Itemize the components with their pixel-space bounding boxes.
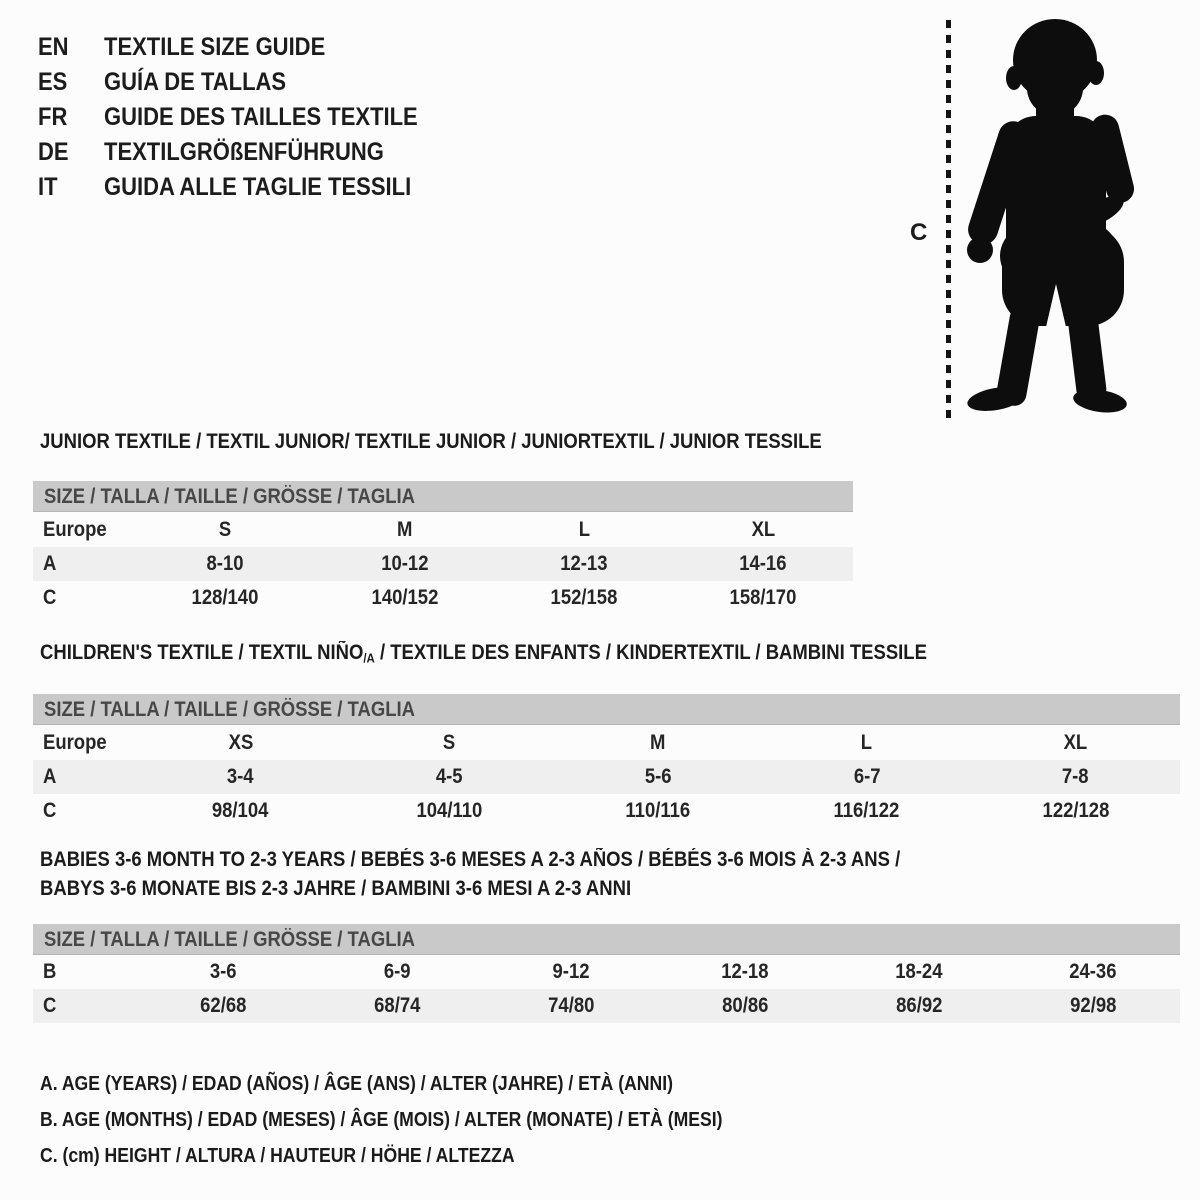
table-cell: 24-36	[1069, 960, 1117, 983]
children-size-header-bar: SIZE / TALLA / TAILLE / GRÖSSE / TAGLIA	[33, 694, 1180, 725]
height-measure-label: C	[910, 219, 928, 246]
children-size-l: L	[861, 730, 873, 754]
row-label: C	[43, 994, 57, 1017]
junior-size-s: S	[219, 517, 232, 541]
children-height-row	[33, 794, 1180, 828]
table-cell: 12-18	[721, 960, 769, 983]
lang-code-es: ES	[38, 68, 68, 96]
legend-line-a: A. AGE (YEARS) / EDAD (AÑOS) / ÂGE (ANS) / ALTER (JAHRE) / ETÀ (ANNI)	[40, 1073, 673, 1095]
lang-title-fr: GUIDE DES TAILLES TEXTILE	[104, 103, 418, 131]
children-size-m: M	[650, 730, 666, 754]
lang-row-it	[38, 170, 461, 205]
table-cell: 3-4	[227, 765, 254, 789]
table-cell: 152/158	[550, 586, 618, 609]
lang-row-es	[38, 65, 461, 100]
lang-title-en: TEXTILE SIZE GUIDE	[104, 33, 326, 61]
children-region-header: Europe	[43, 730, 107, 754]
section-babies-textile	[33, 845, 1180, 1023]
table-cell: 116/122	[833, 799, 900, 823]
toddler-silhouette-image	[962, 16, 1140, 420]
lang-code-fr: FR	[38, 103, 68, 131]
table-cell: 62/68	[200, 994, 247, 1017]
table-cell: 7-8	[1062, 765, 1089, 789]
lang-code-en: EN	[38, 33, 69, 61]
row-label: C	[43, 586, 57, 609]
junior-size-xl: XL	[751, 517, 776, 541]
height-dashed-line	[946, 20, 951, 418]
measurement-legend	[40, 1066, 816, 1174]
junior-size-table	[33, 512, 853, 615]
table-cell: 158/170	[729, 586, 797, 609]
table-cell: 6-9	[383, 960, 411, 983]
junior-size-header-bar: SIZE / TALLA / TAILLE / GRÖSSE / TAGLIA	[33, 481, 853, 512]
children-size-s: S	[443, 730, 456, 754]
table-cell: 68/74	[374, 994, 421, 1017]
table-cell: 128/140	[191, 586, 259, 609]
table-cell: 98/104	[212, 799, 269, 823]
table-cell: 140/152	[371, 586, 438, 609]
children-section-title: CHILDREN'S TEXTILE / TEXTIL $NIÑO_{/A}$ / TEXTILE DES ENFANTS / KINDERTEXTIL / BAMBINI TESSILE	[40, 641, 927, 666]
table-cell: 110/116	[625, 799, 691, 823]
babies-height-row	[33, 989, 1180, 1023]
children-size-xl: XL	[1063, 730, 1088, 754]
row-label: A	[43, 765, 57, 789]
legend-line-b: B. AGE (MONTHS) / EDAD (MESES) / ÂGE (MOIS) / ALTER (MONATE) / ETÀ (MESI)	[40, 1109, 723, 1131]
row-label: A	[43, 552, 57, 575]
table-cell: 18-24	[895, 960, 943, 983]
section-children-textile	[33, 641, 1180, 828]
table-cell: 86/92	[895, 994, 943, 1017]
lang-title-it: GUIDA ALLE TAGLIE TESSILI	[104, 173, 412, 201]
lang-title-es: GUÍA DE TALLAS	[104, 68, 287, 96]
table-cell: 9-12	[552, 960, 590, 983]
junior-size-l: L	[578, 517, 590, 541]
table-cell: 92/98	[1069, 994, 1117, 1017]
junior-header-row	[33, 512, 853, 547]
babies-section-title-line2: BABYS 3-6 MONATE BIS 2-3 JAHRE / BAMBINI 3-6 MESI A 2-3 ANNI	[40, 877, 632, 900]
babies-section-title-line1: BABIES 3-6 MONTH TO 2-3 YEARS / BEBÉS 3-6 MESES A 2-3 AÑOS / BÉBÉS 3-6 MOIS À 2-3 ANS /	[40, 848, 901, 871]
table-cell: 12-13	[560, 552, 608, 575]
table-cell: 80/86	[721, 994, 769, 1017]
language-title-list	[38, 30, 461, 205]
babies-size-header-bar: SIZE / TALLA / TAILLE / GRÖSSE / TAGLIA	[33, 924, 1180, 955]
table-cell: 14-16	[739, 552, 787, 575]
junior-age-row	[33, 547, 853, 581]
table-cell: 104/110	[416, 799, 483, 823]
table-cell: 8-10	[206, 552, 244, 575]
nino-a-subscript: /A	[363, 650, 375, 666]
row-label: C	[43, 799, 57, 823]
section-junior-textile	[33, 430, 853, 615]
babies-size-table	[33, 955, 1180, 1023]
children-header-row	[33, 725, 1180, 760]
row-label: B	[43, 960, 57, 983]
junior-height-row	[33, 581, 853, 615]
table-cell: 6-7	[853, 765, 881, 789]
children-size-table	[33, 725, 1180, 828]
table-cell: 122/128	[1042, 799, 1110, 823]
lang-code-it: IT	[38, 173, 58, 201]
lang-row-fr	[38, 100, 461, 135]
lang-row-en	[38, 30, 461, 65]
table-cell: 3-6	[209, 960, 237, 983]
table-cell: 10-12	[380, 552, 429, 575]
junior-region-header: Europe	[43, 517, 107, 541]
table-cell: 5-6	[644, 765, 672, 789]
babies-months-row	[33, 955, 1180, 989]
junior-section-title: JUNIOR TEXTILE / TEXTIL JUNIOR/ TEXTILE JUNIOR / JUNIORTEXTIL / JUNIOR TESSILE	[40, 430, 822, 453]
children-size-xs: XS	[228, 730, 253, 754]
children-age-row	[33, 760, 1180, 794]
lang-code-de: DE	[38, 138, 69, 166]
table-cell: 74/80	[547, 994, 595, 1017]
lang-row-de	[38, 135, 461, 170]
junior-size-m: M	[396, 517, 413, 541]
table-cell: 4-5	[435, 765, 463, 789]
lang-title-de: TEXTILGRÖßENFÜHRUNG	[104, 138, 384, 166]
legend-line-c: C. (cm) HEIGHT / ALTURA / HAUTEUR / HÖHE / ALTEZZA	[40, 1145, 515, 1167]
